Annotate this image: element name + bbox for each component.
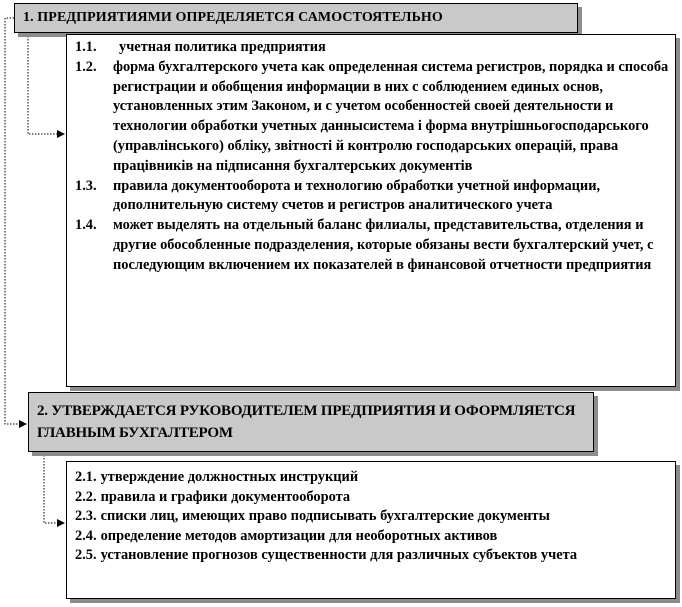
- list-item: [75, 546, 669, 566]
- list-item: [75, 216, 669, 275]
- item-text: форма бухгалтерского учета как определенная система регистров, порядка и способа регистрации и обобщения информации в них с соблюдением единых основ, установленных этим Законом, и с учетом особенностей своей деятельности и технологии обработки учетных даннысистема і форма внутрішньогосподарського (управлінського) обліку, звітності й контролю господарських операцій, права працівників на підписання бухгалтерських документів: [113, 58, 669, 174]
- item-number: 1.3.: [75, 177, 97, 194]
- item-number: 2.3.: [75, 508, 97, 525]
- item-number: 2.2.: [75, 488, 97, 505]
- list-item: [75, 488, 669, 508]
- list-item: [75, 58, 669, 177]
- item-number: 1.1.: [75, 39, 97, 55]
- connector-to-section2: [5, 18, 26, 424]
- section2-list: [66, 461, 676, 599]
- section2-header: [28, 392, 594, 452]
- list-item: [75, 38, 669, 58]
- list-item: [75, 527, 669, 547]
- item-text: утверждение должностных инструкций: [100, 469, 359, 485]
- section1-title: 1. ПРЕДПРИЯТИЯМИ ОПРЕДЕЛЯЕТСЯ САМОСТОЯТЕЛЬНО: [23, 10, 443, 25]
- list-item: [75, 507, 669, 527]
- item-text: правила и графики документооборота: [100, 488, 351, 505]
- connector-to-list2: [44, 452, 64, 523]
- item-number: 2.5.: [75, 547, 97, 564]
- list-item: [75, 468, 669, 488]
- item-number: 1.4.: [75, 217, 97, 234]
- connector-to-list1: [28, 33, 64, 134]
- item-text: списки лиц, имеющих право подписывать бухгалтерские документы: [100, 508, 550, 525]
- list-item: [75, 177, 669, 217]
- section1-header: [14, 3, 578, 33]
- item-text: определение методов амортизации для необоротных активов: [100, 527, 498, 544]
- section2-title: 2. УТВЕРЖДАЕТСЯ РУКОВОДИТЕЛЕМ ПРЕДПРИЯТИЯ И ОФОРМЛЯЕТСЯ ГЛАВНЫМ БУХГАЛТЕРОМ: [37, 403, 576, 441]
- item-text: может выделять на отдельный баланс филиалы, представительства, отделения и другие обособленные подразделения, которые обязаны вести бухгалтерский учет, с последующим включением их показателей в финансовой отчетности предприятия: [113, 217, 654, 273]
- item-text: учетная политика предприятия: [119, 39, 326, 55]
- item-number: 2.1.: [75, 469, 97, 485]
- item-number: 2.4.: [75, 527, 97, 544]
- item-text: установление прогнозов существенности для различных субъектов учета: [100, 547, 578, 564]
- item-number: 1.2.: [75, 58, 97, 75]
- item-text: правила документооборота и технологию обработки учетной информации, дополнительную систему счетов и регистров аналитического учета: [113, 177, 601, 214]
- section1-list: [66, 34, 676, 387]
